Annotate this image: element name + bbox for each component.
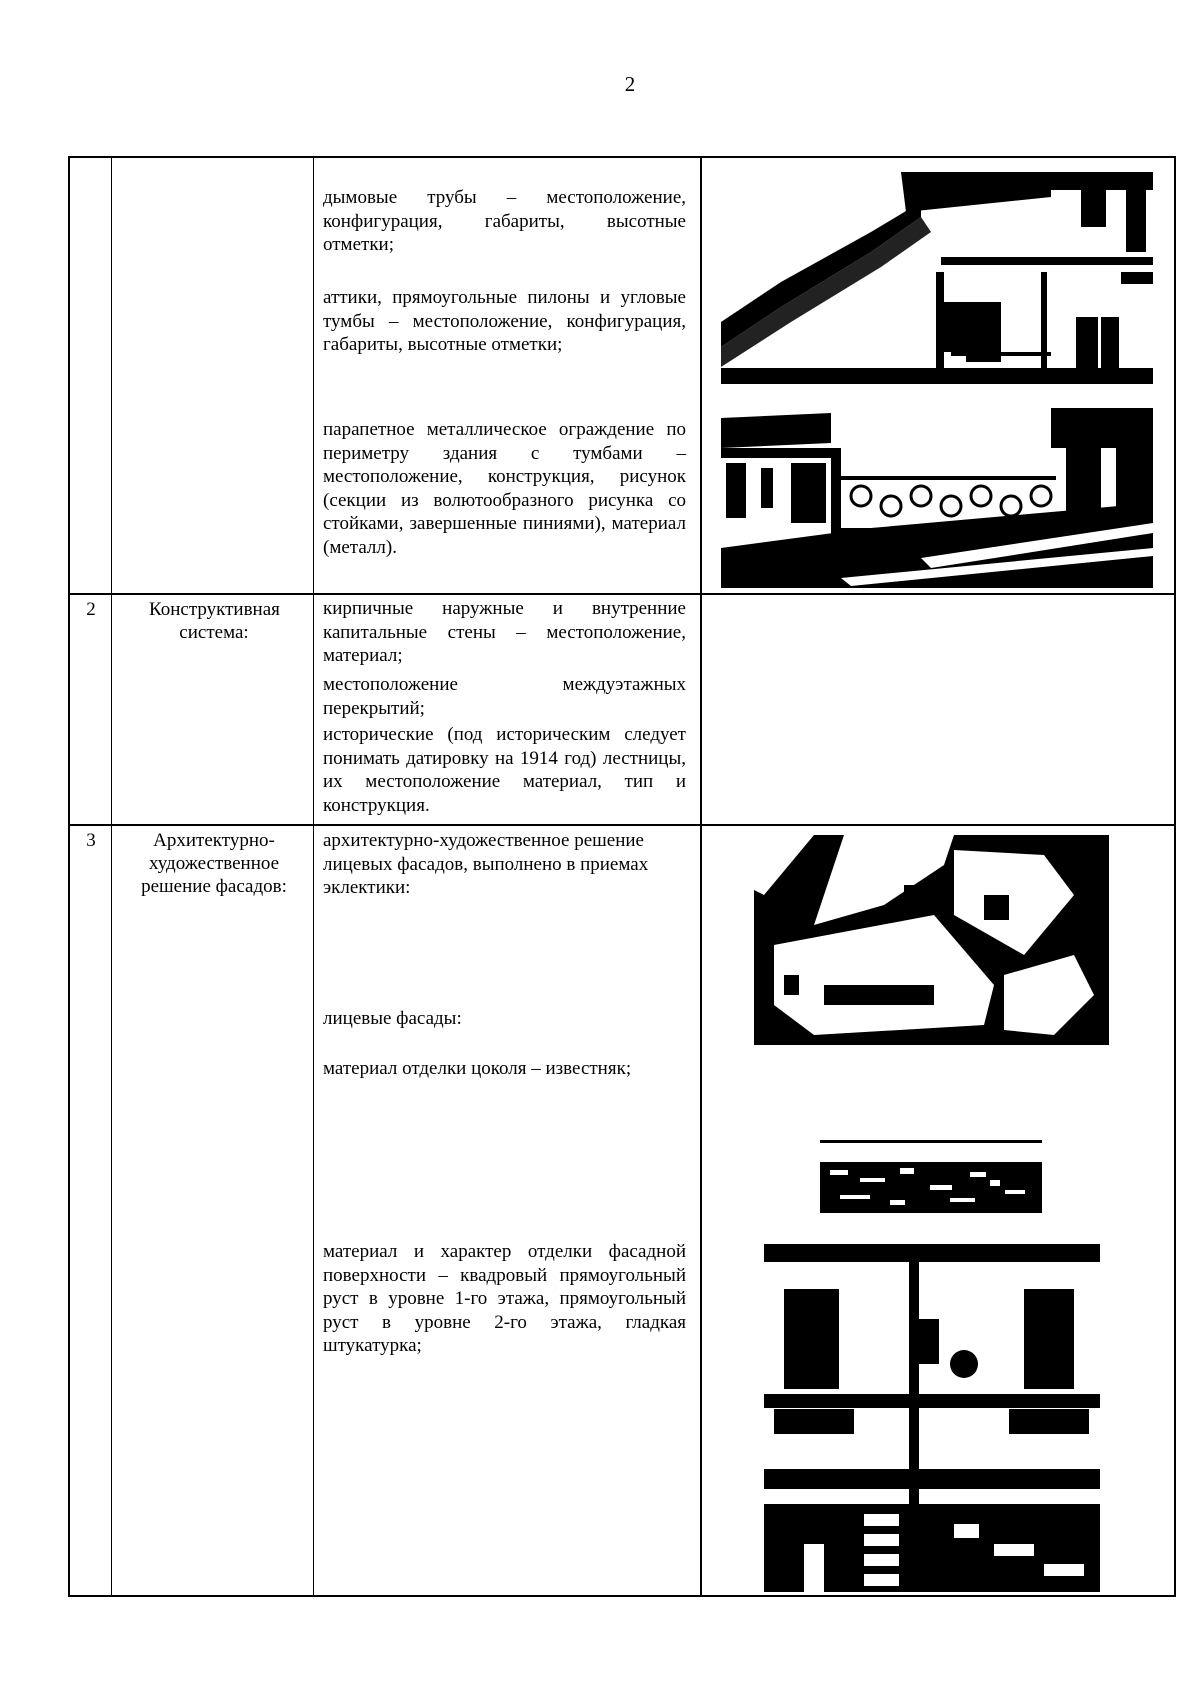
column-divider xyxy=(700,156,702,1597)
row-item: местоположение междуэтажных перекрытий; xyxy=(323,674,686,719)
parapet-railing-photo xyxy=(721,408,1153,588)
row-item: материал отделки цоколя – известняк; xyxy=(323,1058,632,1079)
row-divider xyxy=(68,593,1176,595)
plinth-limestone-photo xyxy=(820,1140,1042,1213)
row-item: дымовые трубы – местоположение, конфигурация, габариты, высотные отметки; xyxy=(323,187,686,256)
row-number: 3 xyxy=(86,830,96,851)
row-number: 2 xyxy=(86,599,96,620)
facade-aerial-photo xyxy=(754,835,1109,1045)
row-item: лицевые фасады: xyxy=(323,1008,462,1029)
column-divider xyxy=(313,156,314,1597)
row-name: Конструктивная система: xyxy=(149,599,280,643)
row-item: исторические (под историческим следует понимать датировку на 1914 год) лестницы, их местоположение материал, тип и конструкция. xyxy=(323,724,686,816)
row-item: кирпичные наружные и внутренние капитальные стены – местоположение, материал; xyxy=(323,598,686,667)
table-border-top xyxy=(68,156,1176,158)
table-border-left xyxy=(68,156,70,1597)
table-border-bottom xyxy=(68,1595,1176,1597)
page-number: 2 xyxy=(624,72,636,96)
row-divider xyxy=(68,824,1176,826)
roof-attic-photo xyxy=(721,172,1153,384)
table-border-right xyxy=(1174,156,1176,1597)
column-divider xyxy=(111,156,112,1597)
facade-rustication-photo xyxy=(764,1244,1100,1592)
row-item: аттики, прямоугольные пилоны и угловые тумбы – местоположение, конфигурация, габариты, высотные отметки; xyxy=(323,287,686,356)
row-item: архитектурно-художественное решение лицевых фасадов, выполнено в приемах эклектики: xyxy=(323,830,649,899)
row-item: материал и характер отделки фасадной поверхности – квадровый прямоугольный руст в уровне 1-го этажа, прямоугольный руст в уровне 2-го этажа, гладкая штукатурка; xyxy=(323,1241,686,1357)
row-name: Архитектурно-художественное решение фасадов: xyxy=(141,830,287,897)
row-item: парапетное металлическое ограждение по периметру здания с тумбами – местоположение, конструкция, рисунок (секции из волютообразного рисунка со стойками, завершенные пиниями), материал (металл). xyxy=(323,419,686,558)
